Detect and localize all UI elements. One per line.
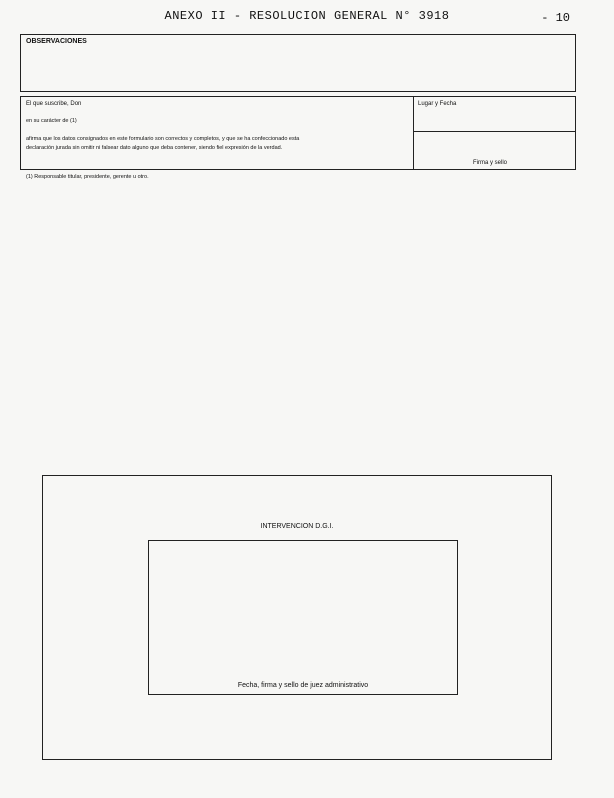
observaciones-label: OBSERVACIONES bbox=[26, 38, 87, 45]
column-divider bbox=[413, 97, 414, 169]
intervencion-caption: Fecha, firma y sello de juez administrativo bbox=[237, 682, 369, 689]
lugar-fecha-label: Lugar y Fecha bbox=[418, 101, 457, 107]
lugar-firma-divider bbox=[413, 131, 575, 132]
observaciones-box bbox=[20, 34, 576, 92]
footnote: (1) Responsable titular, presidente, gerente u otro. bbox=[26, 174, 149, 180]
caracter-label: en su carácter de (1) bbox=[26, 118, 77, 124]
page-number: - 10 bbox=[541, 11, 570, 25]
document-header bbox=[0, 9, 614, 23]
header-title: ANEXO II - RESOLUCION GENERAL N° bbox=[164, 9, 411, 23]
declaration-text-line-2: declaración jurada sin omitir ni falsear dato alguno que deba contener, siendo fiel expresión de la verdad. bbox=[26, 145, 283, 151]
firma-sello-label: Firma y sello bbox=[473, 160, 508, 166]
declaration-text-line-1: afirma que los datos consignados en este formulario son correctos y completos, y que se ha confeccionado esta bbox=[26, 136, 300, 142]
header-number: 3918 bbox=[418, 9, 450, 23]
intervencion-title: INTERVENCION D.G.I. bbox=[260, 523, 334, 530]
suscribe-label: El que suscribe, Don bbox=[26, 101, 82, 107]
intervencion-inner-box bbox=[148, 540, 458, 695]
intervencion-outer-box bbox=[42, 475, 552, 760]
declaration-box bbox=[20, 96, 576, 170]
